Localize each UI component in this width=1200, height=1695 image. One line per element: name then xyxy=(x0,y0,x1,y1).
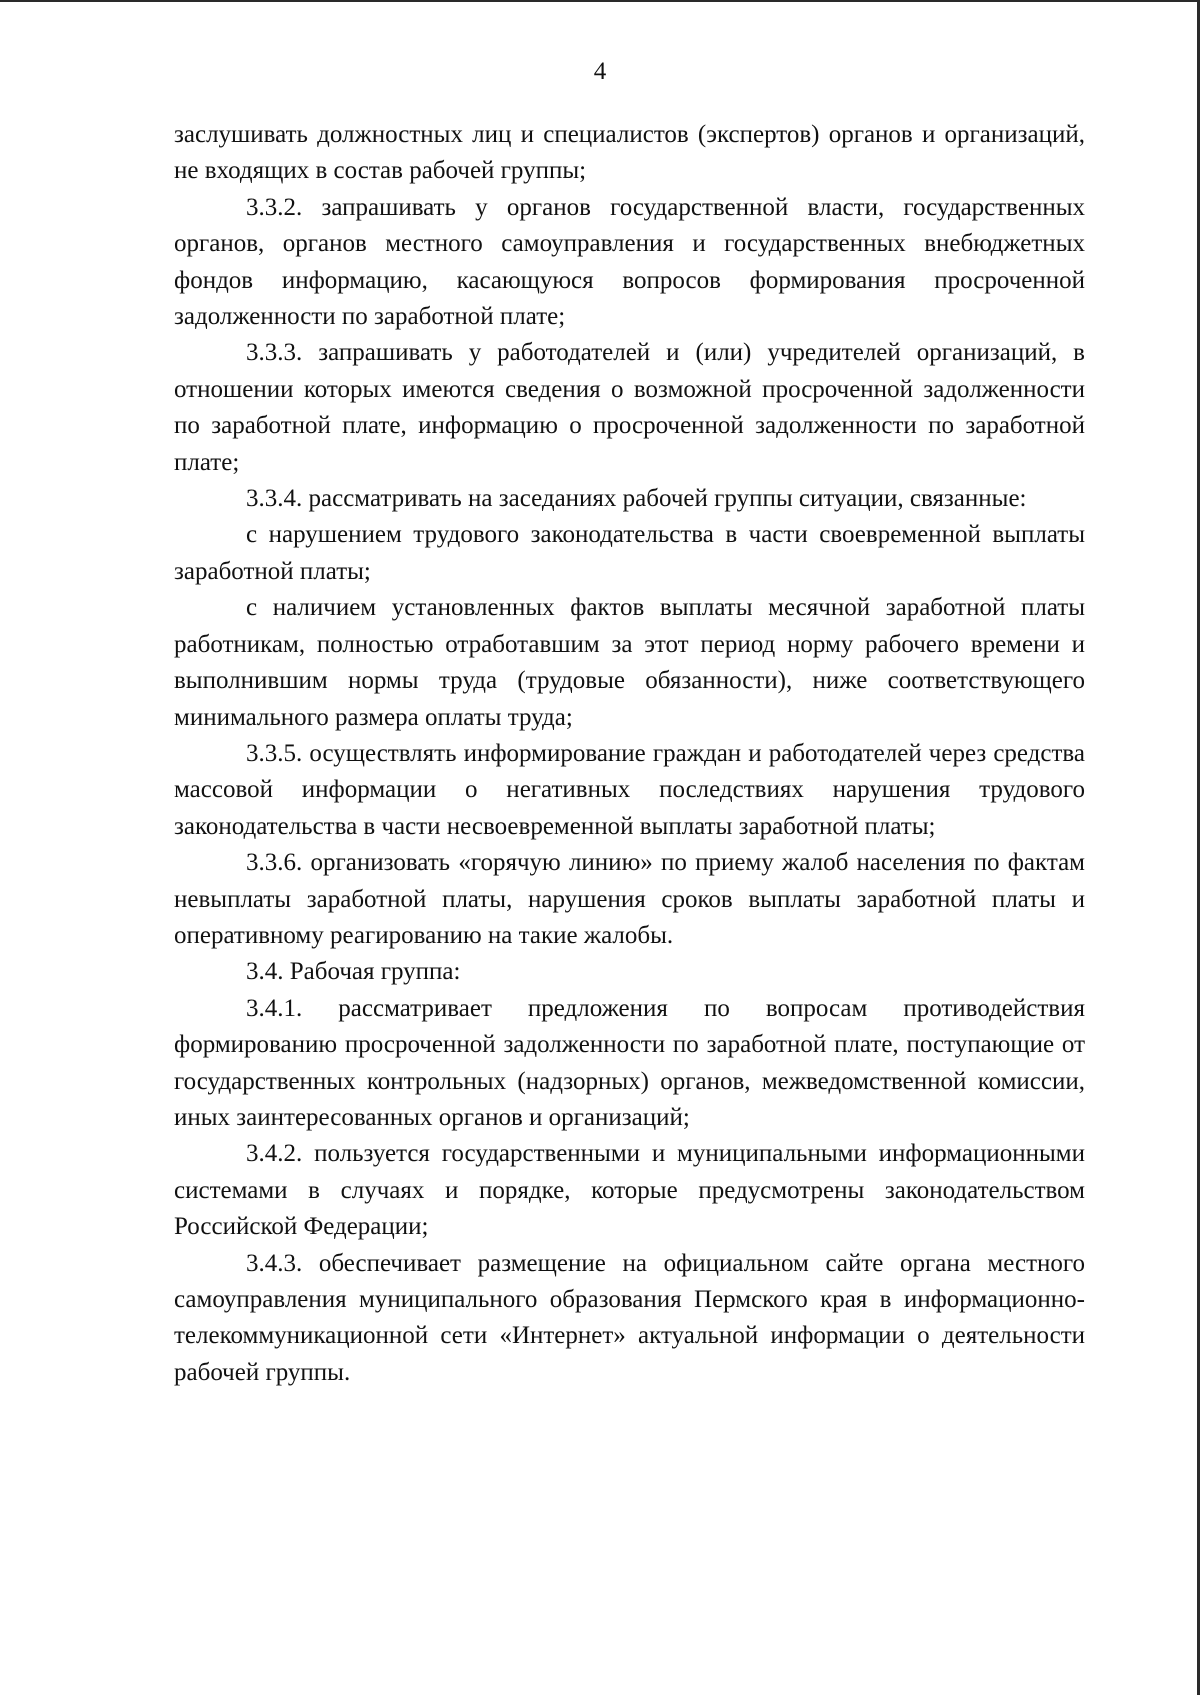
paragraph-3-3-4-item-1: с нарушением трудового законодательства в части своевременной выплаты заработной платы; xyxy=(174,521,1085,585)
scan-edge-top xyxy=(0,0,1200,2)
paragraph-3-4-1: 3.4.1. рассматривает предложения по вопросам противодействия формированию просроченной задолженности по заработной плате, поступающие от государственных контрольных (надзорных) органов, межведомственной комиссии, иных заинтересованных органов и организаций; xyxy=(174,994,1085,1131)
paragraph-3-3-6: 3.3.6. организовать «горячую линию» по приему жалоб населения по фактам невыплаты заработной платы, нарушения сроков выплаты заработной платы и оперативному реагированию на такие жалобы. xyxy=(174,849,1085,949)
paragraph-3-4: 3.4. Рабочая группа: xyxy=(246,958,461,986)
paragraph-3-3-2: 3.3.2. запрашивать у органов государственной власти, государственных органов, органов местного самоуправления и государственных внебюджетных фондов информацию, касающуюся вопросов формирования просроченной задолженности по заработной плате; xyxy=(174,193,1085,331)
paragraph-continuation: заслушивать должностных лиц и специалистов (экспертов) органов и организаций, не входящих в состав рабочей группы; xyxy=(174,121,1085,185)
paragraph-3-4-2: 3.4.2. пользуется государственными и муниципальными информационными системами в случаях и порядке, которые предусмотрены законодательством Российской Федерации; xyxy=(174,1140,1085,1241)
paragraph-3-3-5: 3.3.5. осуществлять информирование граждан и работодателей через средства массовой информации о негативных последствиях нарушения трудового законодательства в части несвоевременной выплаты заработной платы; xyxy=(174,739,1085,840)
paragraph-3-3-3: 3.3.3. запрашивать у работодателей и (или) учредителей организаций, в отношении которых имеются сведения о возможной просроченной задолженности по заработной плате, информацию о просроченной задолженности по заработной плате; xyxy=(174,339,1085,476)
paragraph-3-4-3: 3.4.3. обеспечивает размещение на официальном сайте органа местного самоуправления муниципального образования Пермского края в информационно-телекоммуникационной сети «Интернет» актуальной информации о деятельности рабочей группы. xyxy=(174,1249,1085,1386)
document-body xyxy=(174,117,1085,1391)
paragraph-3-3-4-item-2: с наличием установленных фактов выплаты месячной заработной платы работникам, полностью отработавшим за этот период норму рабочего времени и выполнившим нормы труда (трудовые обязанности), ниже соответствующего минимального размера оплаты труда; xyxy=(174,594,1085,731)
page-number: 4 xyxy=(593,58,607,85)
paragraph-3-3-4: 3.3.4. рассматривать на заседаниях рабочей группы ситуации, связанные: xyxy=(246,485,1027,513)
